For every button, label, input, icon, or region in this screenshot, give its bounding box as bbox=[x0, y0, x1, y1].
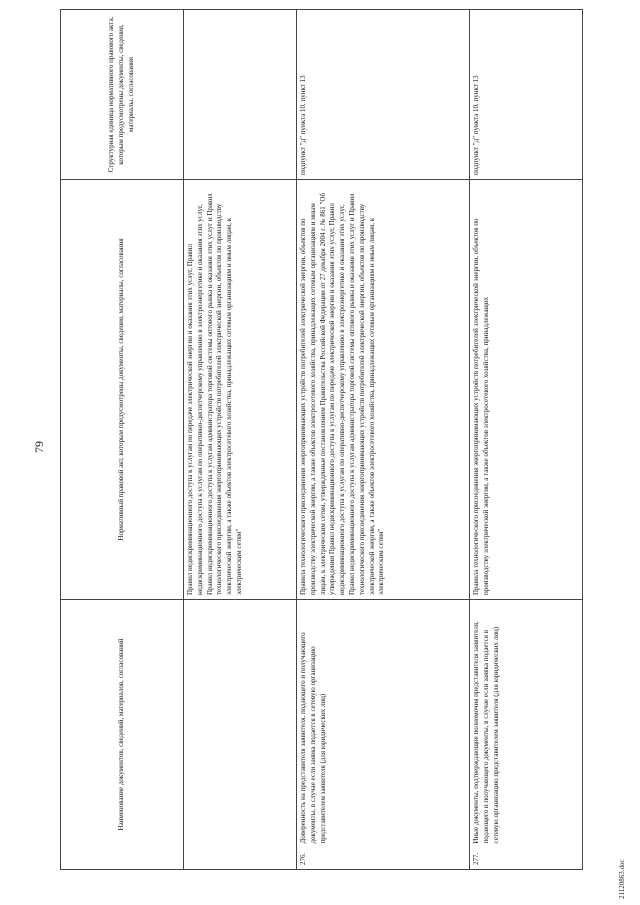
row-document-name bbox=[184, 600, 297, 848]
document-table bbox=[60, 9, 583, 870]
table-row bbox=[297, 10, 470, 870]
table-row bbox=[470, 10, 583, 870]
row-normative-act: Правила технологического присоединения энергопринимающих устройств потребителей электрической энергии, объектов по производству электрической энергии, а также объектов электросетевого хозяйства, принадлежащих bbox=[470, 180, 583, 600]
row-document-name: Иные документы, подтверждающие полномочия представителя заявителя, подающего и получающего документы, в случае если заявка подается в сетевую организацию представителем заявителя (для юридических лиц) bbox=[470, 600, 583, 848]
header-structural-unit: Структурная единица нормативного правового акта, которым предусмотрены документы, сведения, материалы, согласования bbox=[61, 10, 184, 180]
row-structural-unit: подпункт "д" пункта 10, пункт 13 bbox=[470, 10, 583, 180]
header-documents: Наименование документов, сведений, материалов, согласований bbox=[61, 600, 184, 870]
table-header-row bbox=[61, 10, 184, 870]
row-number: 276. bbox=[297, 848, 470, 870]
row-structural-unit: подпункт "д" пункта 10, пункт 13 bbox=[297, 10, 470, 180]
row-document-name: Доверенность на представителя заявителя, подающего и получающего документы, в случае если заявка подается в сетевую организацию представителем заявителя (для юридических лиц) bbox=[297, 600, 470, 848]
row-structural-unit bbox=[184, 10, 297, 180]
page-number: 79 bbox=[32, 441, 46, 453]
row-normative-act: Правил недискриминационного доступа к услугам по передаче электрической энергии и оказания этих услуг, Правил недискриминационного доступа к услугам по оперативно-диспетчерскому управлению в электроэнергетике и оказания этих услуг, Правил недискриминационного доступа к услугам администратора торговой системы оптового рынка и оказания этих услуг и Правил технологического присоединения энергопринимающих устройств потребителей электрической энергии, объектов по производству электрической энергии, а также объектов электросетевого хозяйства, принадлежащих сетевым организациям и иным лицам, к электрическим сетям" bbox=[184, 180, 297, 600]
row-number: 277. bbox=[470, 848, 583, 870]
document-id: 21120863.doc bbox=[618, 859, 626, 899]
row-number bbox=[184, 848, 297, 870]
row-normative-act: Правила технологического присоединения энергопринимающих устройств потребителей электрической энергии, объектов по производству электрической энергии, а также объектов электросетевого хозяйства, принадлежащих сетевым организациям и иным лицам, к электрическим сетям, утвержденные постановлением Правительства Российской Федерации от 27 декабря 2004 г. № 861 "Об утверждении Правил недискриминационного доступа к услугам по передаче электрической энергии и оказания этих услуг, Правил недискриминационного доступа к услугам по оперативно-диспетчерскому управлению в электроэнергетике и оказания этих услуг, Правил недискриминационного доступа к услугам администратора торговой системы оптового рынка и оказания этих услуг и Правил технологического присоединения энергопринимающих устройств потребителей электрической энергии, объектов по производству электрической энергии, а также объектов электросетевого хозяйства, принадлежащих сетевым организациям и иным лицам, к электрическим сетям" bbox=[297, 180, 470, 600]
table-row bbox=[184, 10, 297, 870]
header-normative-act: Нормативный правовой акт, которым предусмотрены документы, сведения, материалы, согласования bbox=[61, 180, 184, 600]
